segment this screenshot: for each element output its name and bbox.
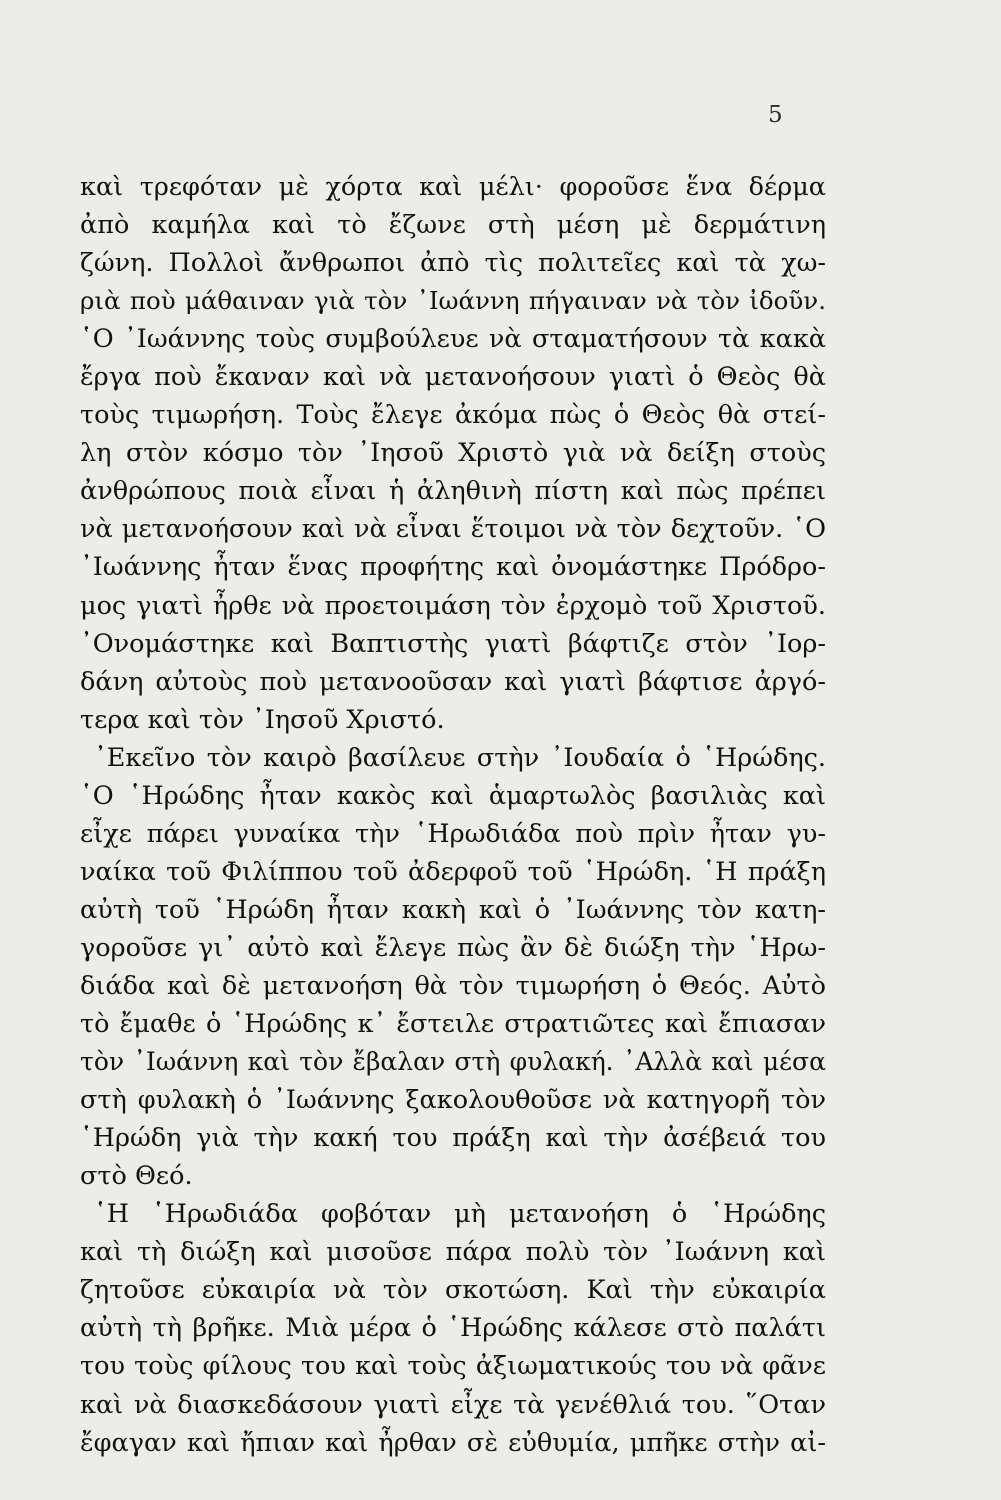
text-line: καὶ τὴ διώξη καὶ μισοῦσε πάρα πολὺ τὸν ᾿Ιωάννη καὶ	[80, 1237, 826, 1268]
text-line: του τοὺς φίλους του καὶ τοὺς ἀξιωματικούς του νὰ φᾶνε	[80, 1351, 826, 1382]
text-line: εἶχε πάρει γυναίκα τὴν ῾Ηρωδιάδα ποὺ πρὶν ἦταν γυ-	[80, 818, 826, 849]
text-line: τερα καὶ τὸν ᾿Ιησοῦ Χριστό.	[80, 704, 445, 735]
text-line: ῾Η ῾Ηρωδιάδα φοβόταν μὴ μετανοήση ὁ ῾Ηρώδης	[94, 1199, 826, 1230]
text-line: τὸν ᾿Ιωάννη καὶ τὸν ἔβαλαν στὴ φυλακή. ᾿Αλλὰ καὶ μέσα	[80, 1047, 826, 1077]
text-line: ᾿Εκεῖνο τὸν καιρὸ βασίλευε στὴν ᾿Ιουδαία ὁ ῾Ηρώδης.	[94, 742, 826, 773]
text-line: ἀπὸ καμήλα καὶ τὸ ἔζωνε στὴ μέση μὲ δερμάτινη	[80, 210, 826, 241]
text-line: λη στὸν κόσμο τὸν ᾿Ιησοῦ Χριστὸ γιὰ νὰ δείξη στοὺς	[80, 438, 826, 469]
text-line: διάδα καὶ δὲ μετανοήση θὰ τὸν τιμωρήση ὁ Θεός. Αὐτὸ	[80, 970, 826, 1001]
text-line: ριὰ ποὺ μάθαιναν γιὰ τὸν ᾿Ιωάννη πήγαιναν νὰ τὸν ἰδοῦν.	[80, 286, 826, 316]
text-line: ῾Ο ᾿Ιωάννης τοὺς συμβούλευε νὰ σταματήσουν τὰ κακὰ	[80, 324, 826, 355]
text-line: ῾Ο ῾Ηρώδης ἦταν κακὸς καὶ ἁμαρτωλὸς βασιλιὰς καὶ	[80, 780, 826, 811]
text-line: ζώνη. Πολλοὶ ἄνθρωποι ἀπὸ τὶς πολιτεῖες καὶ τὰ χω-	[80, 248, 826, 279]
text-line: αὐτὴ τοῦ ῾Ηρώδη ἦταν κακὴ καὶ ὁ ᾿Ιωάννης τὸν κατη-	[80, 894, 826, 925]
body-text	[80, 168, 826, 1462]
text-line: δάνη αὐτοὺς ποὺ μετανοοῦσαν καὶ γιατὶ βάφτισε ἀργό-	[80, 666, 826, 697]
text-line: στὴ φυλακὴ ὁ ᾿Ιωάννης ξακολουθοῦσε νὰ κατηγορῆ τὸν	[80, 1085, 826, 1116]
text-line: ῾Ηρώδη γιὰ τὴν κακή του πράξη καὶ τὴν ἀσέβειά του	[80, 1123, 826, 1154]
text-line: τὸ ἔμαθε ὁ ῾Ηρώδης κ᾿ ἔστειλε στρατιῶτες καὶ ἔπιασαν	[80, 1009, 826, 1040]
text-line: ᾿Ιωάννης ἦταν ἕνας προφήτης καὶ ὀνομάστηκε Πρόδρο-	[80, 552, 826, 583]
text-line: ζητοῦσε εὐκαιρία νὰ τὸν σκοτώση. Καὶ τὴν εὐκαιρία	[80, 1275, 826, 1306]
text-line: ἔργα ποὺ ἔκαναν καὶ νὰ μετανοήσουν γιατὶ ὁ Θεὸς θὰ	[80, 362, 826, 393]
text-line: καὶ νὰ διασκεδάσουν γιατὶ εἶχε τὰ γενέθλιά του. ῞Οταν	[80, 1389, 826, 1420]
text-line: ᾿Ονομάστηκε καὶ Βαπτιστὴς γιατὶ βάφτιζε στὸν ᾿Ιορ-	[80, 628, 826, 659]
page-number: 5	[768, 102, 783, 128]
text-line: νὰ μετανοήσουν καὶ νὰ εἶναι ἕτοιμοι νὰ τὸν δεχτοῦν. ῾Ο	[80, 514, 826, 545]
text-line: μος γιατὶ ἦρθε νὰ προετοιμάση τὸν ἐρχομὸ τοῦ Χριστοῦ.	[80, 590, 826, 621]
text-line: στὸ Θεό.	[80, 1161, 193, 1192]
text-line: ἀνθρώπους ποιὰ εἶναι ἡ ἀληθινὴ πίστη καὶ πὼς πρέπει	[80, 476, 826, 507]
text-line: καὶ τρεφόταν μὲ χόρτα καὶ μέλι· φοροῦσε ἕνα δέρμα	[80, 172, 826, 202]
text-line: ἔφαγαν καὶ ἤπιαν καὶ ἦρθαν σὲ εὐθυμία, μπῆκε στὴν αἰ-	[80, 1427, 826, 1458]
text-line: τοὺς τιμωρήση. Τοὺς ἔλεγε ἀκόμα πὼς ὁ Θεὸς θὰ στεί-	[80, 400, 826, 431]
text-line: αὐτὴ τὴ βρῆκε. Μιὰ μέρα ὁ ῾Ηρώδης κάλεσε στὸ παλάτι	[80, 1313, 826, 1344]
text-line: γοροῦσε γι᾿ αὐτὸ καὶ ἔλεγε πὼς ἂν δὲ διώξη τὴν ῾Ηρω-	[80, 932, 826, 963]
text-line: ναίκα τοῦ Φιλίππου τοῦ ἀδερφοῦ τοῦ ῾Ηρώδη. ῾Η πράξη	[80, 856, 826, 887]
